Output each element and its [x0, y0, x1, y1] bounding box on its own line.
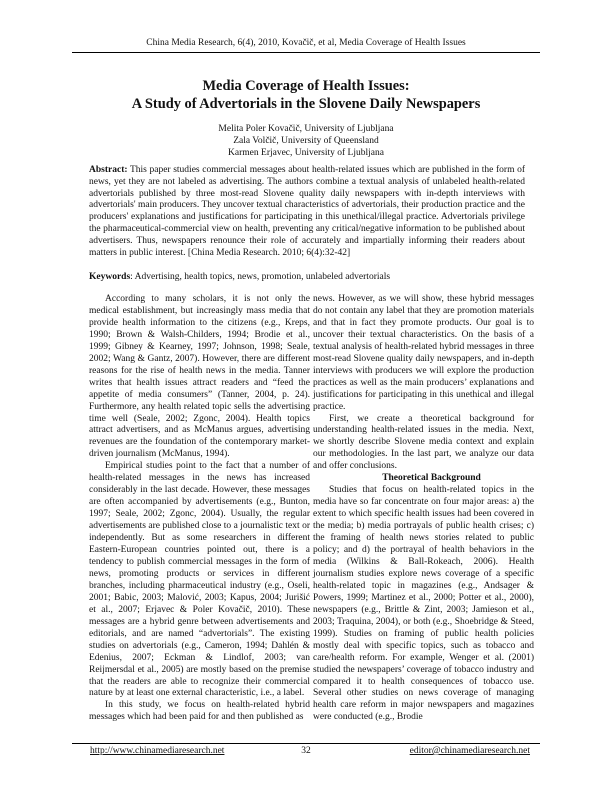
author-list [72, 123, 540, 159]
left-column [89, 294, 310, 724]
body-paragraph: According to many scholars, it is not only the medical establishment, but increasingly mass media that provide health information to the citizens (e.g., Kreps, 1990; Brown & Walsh-Childers, 1994; Brodie et al., 1999; Gibney & Kearney, 1997; Johnson, 1998; Seale, 2002; Wang & Gantz, 2007). However, there are different reasons for the rise of health news in the media. Tanner writes that health issues attract readers and “feed the appetite of media consumers” (Tanner, 2004, p. 24). Furthermore, any health related topic sells the advertising time well (Seale, 2002; Zgonc, 2004). Health topics attract advertisers, and as McManus argues, advertising revenues are the foundation of the contemporary market-driven journalism (McManus, 1994). [89, 294, 310, 460]
body-paragraph: Empirical studies point to the fact that a number of health-related messages in the news has increased considerably in the last decade. However, these messages are often accompanied by advertisements (e.g., Bunton, 1997; Seale, 2002; Zgonc, 2004). Usually, the regular advertisements are published close to a journalistic text or independently. But as some researchers in different Eastern-European countries pointed out, there is a tendency to publish commercial messages in the form of news, promoting products or services in different branches, including pharmaceutical industry (e.g., Oseli, 2001; Babic, 2003; Malović, 2003; Kapus, 2004; Jurišić et al., 2007; Erjavec & Poler Kovačič, 2010). These messages are a hybrid genre between advertisements and editorials, and are named “advertorials”. The existing studies on advertorials (e.g., Cameron, 1994; Dahlén & Edenius, 2007; Eckman & Lindlof, 2003; van Reijmersdal et al., 2005) are mostly based on the premise that the readers are able to recognize their commercial nature by at least one external characteristic, i.e., a label. [89, 461, 310, 699]
editor-email-link[interactable]: editor@chinamediaresearch.net [409, 746, 530, 756]
body-paragraph: Studies that focus on health-related topics in the media have so far concentrate on four major areas: a) the extent to which specific health issues had been covered in the media; b) media portrayals of public health crises; c) the framing of health news stories related to public policy; and d) the portrayal of health behaviors in the media (Wilkins & Ball-Rokeach, 2006). Health journalism studies explore news coverage of a specific health-related topic in magazines (e.g., Andsager & Powers, 1999; Martinez et al., 2000; Potter et al., 2000), newspapers (e.g., Brittle & Zint, 2003; Jamieson et al., 2003; Traquina, 2004), or both (e.g., Shoebridge & Steed, 1999). Studies on framing of public health policies mostly deal with specific topics, such as tobacco and care/health reform. For example, Wenger et al. (2001) studied the newspapers’ coverage of tobacco industry and compared it to health consequences of tobacco use. Several other studies on news coverage of managing health care reform in major newspapers and magazines were conducted (e.g., Brodie [313, 485, 534, 723]
keywords-text: : Advertising, health topics, news, promotion, unlabeled advertorials [130, 272, 391, 282]
paper-title [72, 78, 540, 113]
journal-url-link[interactable]: http://www.chinamediaresearch.net [90, 746, 225, 756]
abstract [89, 165, 525, 259]
author-2: Zala Volčič, University of Queensland [233, 136, 379, 146]
page-footer [72, 746, 540, 760]
body-paragraph: First, we create a theoretical background for understanding health-related issues in the media. Next, we shortly describe Slovene media context and explain our methodologies. In the last part, we analyze our data and offer conclusions. [313, 413, 534, 472]
title-line-2: A Study of Advertorials in the Slovene Daily Newspapers [131, 95, 481, 112]
running-header: China Media Research, 6(4), 2010, Kovačič, et al, Media Coverage of Health Issues [146, 38, 466, 48]
header-rule [72, 52, 540, 53]
abstract-text: This paper studies commercial messages about health-related issues which are published in the form of news, yet they are not labeled as advertising. The authors combine a textual analysis of unlabeled health-related advertorials published by three most-read Slovene quality daily newspapers with in-depth interviews with advertorials' main producers. They uncover textual characteristics of advertorials, their production practice and the producers' explanations and justifications for participating in this unethical/illegal practice. Advertorials privilege the pharmaceutical-commercial view on health, preventing any critical/negative information to be published about advertisers. Thus, newspapers renounce their role of accurately and impartially informing their readers about matters in public interest. [China Media Research. 2010; 6(4):32-42] [89, 165, 525, 258]
footer-rule [72, 743, 540, 744]
author-1: Melita Poler Kovačič, University of Ljubljana [218, 124, 394, 134]
abstract-label: Abstract: [89, 165, 128, 175]
body-paragraph: In this study, we focus on health-related hybrid messages which had been paid for and then published as [89, 700, 310, 723]
title-line-1: Media Coverage of Health Issues: [202, 78, 410, 94]
page-number: 32 [301, 746, 311, 756]
right-column [313, 294, 534, 724]
keywords-label: Keywords [89, 272, 131, 282]
keywords [89, 271, 525, 283]
author-3: Karmen Erjavec, University of Ljubljana [228, 148, 384, 158]
body-paragraph: news. However, as we will show, these hybrid messages do not contain any label that they are promotion materials and that in fact they promote products. Our goal is to uncover their textual characteristics. On the basis of a textual analysis of health-related hybrid messages in three most-read Slovene quality daily newspapers, and in-depth interviews with producers we will explore the production practices as well as the main producers’ explanations and justifications for participating in this unethical and illegal practice. [313, 294, 534, 412]
section-heading: Theoretical Background [382, 473, 481, 484]
